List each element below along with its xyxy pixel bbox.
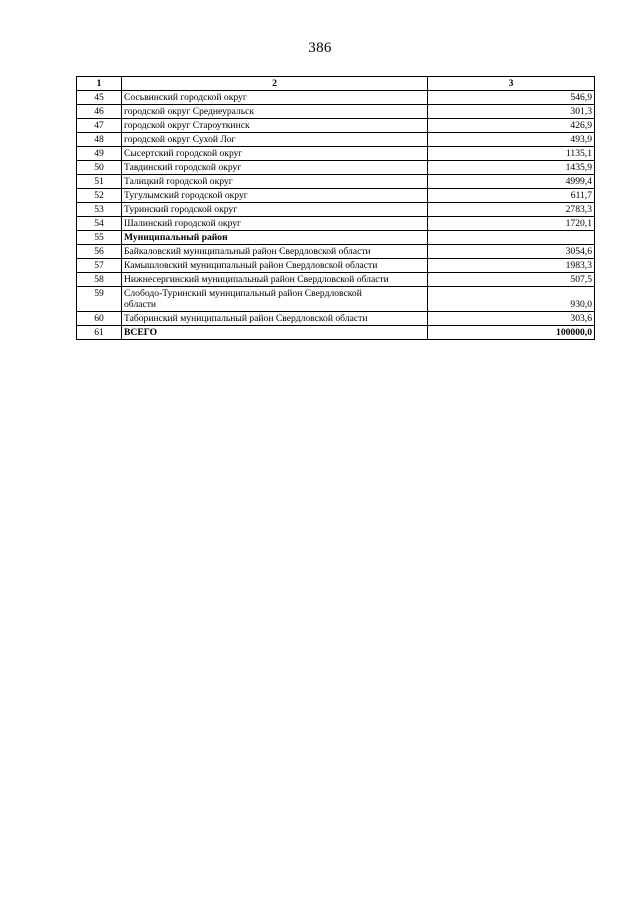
row-value: 2783,3 [428,203,595,217]
row-number: 60 [77,312,122,326]
table-row [77,287,595,312]
table-row [77,175,595,189]
table-row [77,217,595,231]
row-number: 61 [77,326,122,340]
table-row [77,273,595,287]
row-number: 55 [77,231,122,245]
table-row [77,119,595,133]
table-row [77,91,595,105]
row-value: 1435,9 [428,161,595,175]
row-number: 53 [77,203,122,217]
row-value: 507,5 [428,273,595,287]
row-number: 52 [77,189,122,203]
row-value: 303,6 [428,312,595,326]
table-row [77,147,595,161]
table-row [77,245,595,259]
section-title: Муниципальный район [122,231,428,245]
page-number: 386 [308,40,332,56]
row-number: 50 [77,161,122,175]
row-value: 301,3 [428,105,595,119]
table-header-row [77,77,595,91]
table-row [77,161,595,175]
row-name: городской округ Сухой Лог [122,133,428,147]
header-cell-name: 2 [122,77,428,91]
row-value: 493,9 [428,133,595,147]
row-name: городской округ Староуткинск [122,119,428,133]
row-name [122,287,428,312]
row-value: 611,7 [428,189,595,203]
row-value: 4999,4 [428,175,595,189]
row-value: 1983,3 [428,259,595,273]
allocation-table [76,76,595,340]
row-number: 46 [77,105,122,119]
row-value [428,231,595,245]
row-number: 51 [77,175,122,189]
row-number: 57 [77,259,122,273]
row-name: городской округ Среднеуральск [122,105,428,119]
row-name: Талицкий городской округ [122,175,428,189]
row-number: 45 [77,91,122,105]
row-value: 546,9 [428,91,595,105]
row-number: 56 [77,245,122,259]
total-label: ВСЕГО [122,326,428,340]
table-row [77,259,595,273]
table-row [77,133,595,147]
total-value: 100000,0 [428,326,595,340]
row-name: Камышловский муниципальный район Свердловской области [122,259,428,273]
table-row [77,189,595,203]
row-name: Шалинский городской округ [122,217,428,231]
section-row [77,231,595,245]
header-cell-value: 3 [428,77,595,91]
total-row [77,326,595,340]
row-number: 59 [77,287,122,312]
row-name-line: Слободо-Туринский муниципальный район Свердловской [124,288,362,299]
table-row [77,312,595,326]
row-number: 54 [77,217,122,231]
row-name: Байкаловский муниципальный район Свердловской области [122,245,428,259]
row-name: Тугулымский городской округ [122,189,428,203]
row-value: 426,9 [428,119,595,133]
row-number: 58 [77,273,122,287]
row-number: 48 [77,133,122,147]
header-cell-number: 1 [77,77,122,91]
row-name: Тавдинский городской округ [122,161,428,175]
row-value: 930,0 [428,287,595,312]
table-row [77,203,595,217]
row-name: Сысертский городской округ [122,147,428,161]
row-name: Туринский городской округ [122,203,428,217]
row-value: 1135,1 [428,147,595,161]
row-name-line: области [124,299,157,310]
row-name: Таборинский муниципальный район Свердловской области [122,312,428,326]
table-row [77,105,595,119]
row-value: 1720,1 [428,217,595,231]
row-name: Сосьвинский городской округ [122,91,428,105]
row-number: 47 [77,119,122,133]
row-name: Нижнесергинский муниципальный район Свердловской области [122,273,428,287]
row-value: 3054,6 [428,245,595,259]
row-number: 49 [77,147,122,161]
